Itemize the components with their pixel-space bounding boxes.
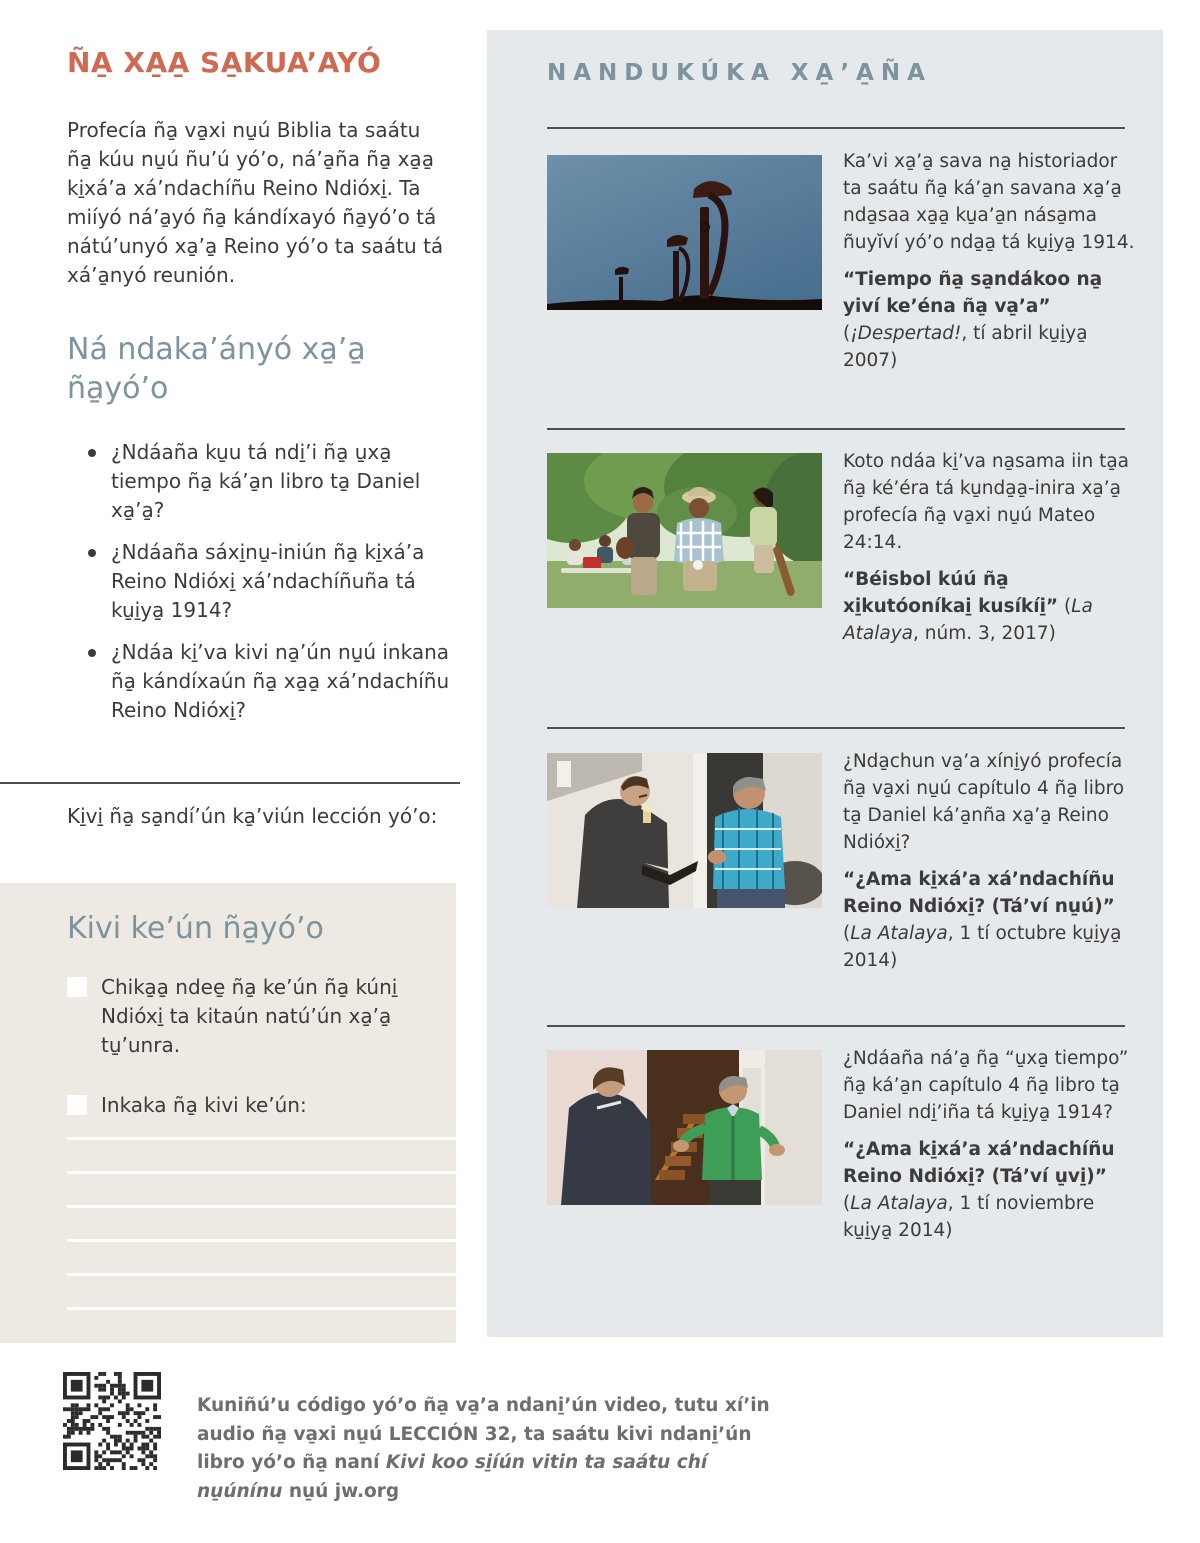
research-item [843,1045,1139,1244]
list-item [88,438,460,525]
research-panel [487,30,1163,1337]
publication-name: La Atalaya [850,1193,948,1214]
checklist-text: Inkaka ña̱ kivi ke’ún: [101,1093,307,1117]
cite-text: , tí abril ku̱i̱ya̱ 2007) [843,323,1088,371]
checkbox[interactable] [67,977,87,997]
checklist-item [67,973,430,1060]
cite-text: , 1 tí noviembre ku̱i̱ya̱ 2014) [843,1193,1095,1241]
intro-paragraph: Profecía ña̱ va̱xi nu̱ú Biblia ta saátu ña̱ kúu nu̱ú ñu’ú yó’o, ná’a̱ña ña̱ xa̱a̱ ki̱xá’a xá’ndachíñu Reino Ndióxi̱. Ta miíyó ná’a̱yó ña̱ kándíxayó ña̱yó’o tá nátú’unyó xa̱’a̱ Reino yó’o ta saátu tá xá’a̱nyó reunión. [67,118,444,287]
research-item [843,148,1139,374]
bullet-icon [88,449,96,457]
qr-code [63,1372,161,1470]
cite-text: , núm. 3, 2017) [913,623,1056,644]
item-reference [843,866,1139,974]
divider [547,1025,1125,1027]
divider [547,127,1125,129]
cite-text: , 1 tí octubre ku̱i̱ya̱ 2014) [843,923,1122,971]
divider [0,782,460,784]
item-reference [843,1136,1139,1244]
bible-discussion-photo [547,753,822,908]
publication-name: ¡Despertad! [850,323,962,344]
checklist-text: Chika̱a̱ ndee̱ ña̱ ke’ún ña̱ kúni̱ Ndióxi̱ ta kitaún natú’ún xa̱’a̱ tu̱’unra. [101,975,398,1057]
question-text: ¿Ndáaña sáxi̱nu̱-iniún ña̱ ki̱xá’a Reino Ndióxi̱ xá’ndachíñuña tá ku̱i̱ya̱ 1914? [111,540,425,622]
cite-text: ( [843,323,851,344]
cite-text: ( [1058,596,1072,617]
question-text: ¿Ndáa ki̱’va kivi na̱’ún nu̱ú inkana ña̱ kándíxaún ña̱ xa̱a̱ xá’ndachíñu Reino Ndióxi̱? [111,640,450,722]
publication-quote: “Béisbol kúú ña̱ xi̱kutóoníkai̱ kusíkíi̱” [843,569,1059,617]
divider [547,727,1125,729]
footer-text: Kuniñú’u código yó’o ña̱ va̱’a ndani̱’ún video, tutu xí’in audio ña̱ va̱xi nu̱ú LECCIÓN 32, ta saátu kivi ndani̱’ún libro yó’o ña̱ naní [197,1395,770,1473]
write-line[interactable] [67,1239,456,1242]
discussion-heading: Ná ndaka’ányó xa̱’a̱ ña̱yó’o [67,332,366,406]
write-line[interactable] [67,1205,456,1208]
divider [547,428,1125,430]
bullet-icon [88,549,96,557]
item-reference [843,266,1139,374]
book-title: Kivi koo si̱íún vitin ta saátu chí nu̱únínu [197,1452,708,1502]
write-line[interactable] [67,1137,456,1140]
item-reference [843,566,1139,647]
checkbox[interactable] [67,1095,87,1115]
write-line[interactable] [67,1273,456,1276]
goals-box [0,883,456,1343]
publication-name: La Atalaya [850,923,948,944]
question-list [88,438,460,725]
doorway-welcome-photo [547,1050,822,1205]
research-heading: NANDUKÚKA XA̱’A̱ÑA [547,60,932,86]
goals-heading: Kivi ke’ún ña̱yó’o [67,911,324,946]
footer-note [197,1392,783,1506]
publication-quote: “¿Ama ki̱xá’a xá’ndachíñu Reino Ndióxi̱? (Tá’ví u̱vi̱)” [843,1139,1115,1187]
cite-text: ( [843,923,851,944]
page-title: ÑA̱ XA̱A̱ SA̱KUA’AYÓ [67,46,382,79]
item-text: ¿Ndáaña ná’a̱ ña̱ “u̱xa̱ tiempo” ña̱ ká’a̱n capítulo 4 ña̱ libro ta̱ Daniel ndi̱’iña tá ku̱i̱ya̱ 1914? [843,1048,1129,1123]
battlefield-memorial-photo [547,155,822,310]
list-item [88,538,460,625]
family-baseball-picnic-photo [547,453,822,608]
write-line[interactable] [67,1171,456,1174]
bullet-icon [88,649,96,657]
footer-text: nu̱ú jw.org [282,1480,400,1502]
cite-text: ( [843,1193,851,1214]
research-item [843,748,1139,974]
question-text: ¿Ndáaña ku̱u tá ndi̱’i ña̱ u̱xa̱ tiempo ña̱ ká’a̱n libro ta̱ Daniel xa̱’a̱? [111,440,421,522]
publication-quote: “Tiempo ña̱ sa̱ndákoo na̱ yiví ke’éna ña̱ va̱’a” [843,269,1103,317]
publication-name: La Atalaya [843,596,1093,644]
research-item [843,448,1139,647]
write-line[interactable] [67,1307,456,1310]
item-text: Koto ndáa ki̱’va na̱sama iin ta̱a ña̱ ké’éra tá ku̱nda̱a̱-inira xa̱’a̱ profecía ña̱ va̱xi nu̱ú Mateo 24:14. [843,451,1129,553]
list-item [88,638,460,725]
completion-date-label: Ki̱vi̱ ña̱ sa̱ndí’ún ka̱’viún lección yó’o: [67,804,438,828]
item-text: Ka’vi xa̱’a̱ sava na̱ historiador ta saátu ña̱ ká’a̱n savana xa̱’a̱ nda̱saa xa̱a̱ ku̱a’a̱n nása̱ma ñuyĭví yó’o nda̱a̱ tá ku̱i̱ya̱ 1914. [843,151,1135,253]
publication-quote: “¿Ama ki̱xá’a xá’ndachíñu Reino Ndióxi̱? (Tá’ví nu̱ú)” [843,869,1115,917]
item-text: ¿Nda̱chun va̱’a xíni̱yó profecía ña̱ va̱xi nu̱ú capítulo 4 ña̱ libro ta̱ Daniel ká’a̱nña xa̱’a̱ Reino Ndióxi̱? [843,751,1125,853]
checklist-item [67,1091,430,1120]
